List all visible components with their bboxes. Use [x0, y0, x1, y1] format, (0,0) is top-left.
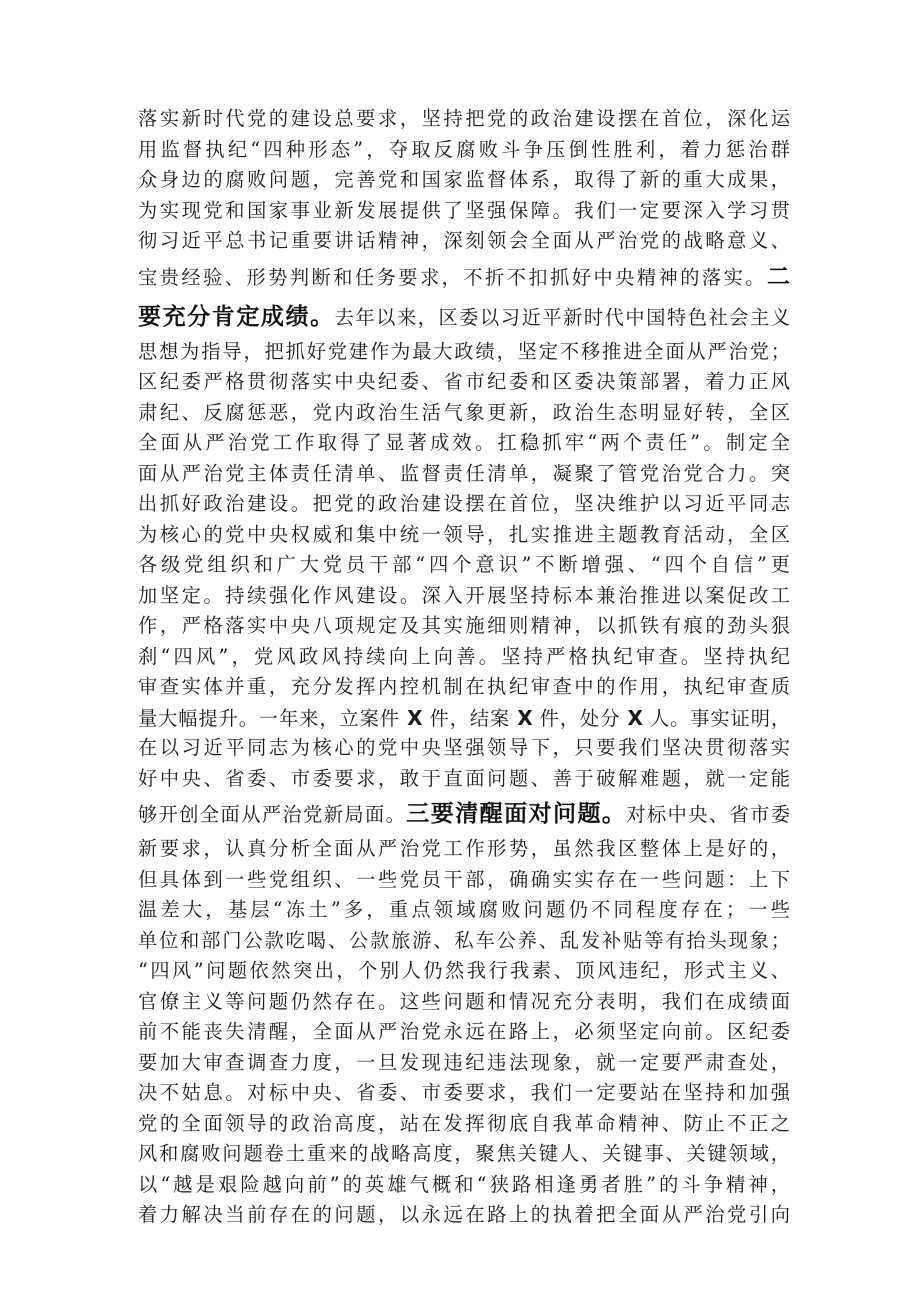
text-line-9: 区纪委严格贯彻落实中央纪委、省市纪委和区委决策部署，着力正风: [138, 370, 790, 393]
text-line-15: 各级党组织和广大党员干部“四个意识”不断增强、“四个自信”更: [138, 553, 790, 576]
text-line-1: 落实新时代党的建设总要求，坚持把党的政治建设摆在首位，深化运: [138, 107, 790, 130]
text-line-8: 思想为指导，把抓好党建作为最大政绩，坚定不移推进全面从严治党；: [138, 339, 790, 363]
text-line-14: 为核心的党中央权威和集中统一领导，扎实推进主题教育活动，全区: [138, 522, 790, 546]
heading-3-title: 三要清醒面对问题。: [406, 801, 627, 827]
text-segment: 够开创全面从严治党新局面。: [138, 803, 407, 826]
text-line-36: 着力解决当前存在的问题，以永远在路上的执着把全面从严治党引向: [138, 1203, 790, 1226]
text-line-29: 官僚主义等问题仍然存在。这些问题和情况充分表明，我们在成绩面: [138, 989, 790, 1013]
text-line-4: 为实现党和国家事业新发展提供了坚强保障。我们一定要深入学习贯: [138, 198, 790, 222]
text-line-26: 温差大，基层“冻土”多，重点领域腐败问题仍不同程度存在；一些: [138, 898, 790, 921]
text-line-34: 风和腐败问题卷土重来的战略高度，聚焦关键人、关键事、关键领域，: [138, 1142, 790, 1165]
placeholder-mark: X: [627, 705, 643, 730]
text-line-27: 单位和部门公款吃喝、公款旅游、私车公养、乱发补贴等有抬头现象；: [138, 928, 790, 952]
text-line-19: 审查实体并重，充分发挥内控机制在执纪审查中的作用，执纪审查质: [138, 675, 790, 698]
text-segment: 对标中央、省市委: [626, 803, 791, 826]
heading-2-prefix: 二: [767, 263, 790, 290]
text-line-22: 好中央、省委、市委要求，敢于直面问题、善于破解难题，就一定能: [138, 766, 790, 790]
text-line-17: 作，严格落实中央八项规定及其实施细则精神，以抓铁有痕的劲头狠: [138, 614, 790, 637]
text-segment: 件，处分: [539, 706, 621, 730]
text-line-3: 众身边的腐败问题，完善党和国家监督体系，取得了新的重大成果，: [138, 168, 790, 191]
text-line-10: 肃纪、反腐惩恶，党内政治生活气象更新，政治生态明显好转，全区: [138, 400, 790, 424]
text-line-28: “四风”问题依然突出，个别人仍然我行我素、顶风违纪，形式主义、: [138, 959, 790, 982]
text-line-35: 以“越是艰险越向前”的英雄气概和“狭路相逢勇者胜”的斗争精神，: [138, 1172, 790, 1196]
text-line-24: 新要求，认真分析全面从严治党工作形势，虽然我区整体上是好的，: [138, 837, 790, 860]
text-line-7: [138, 297, 790, 337]
text-line-2: 用监督执纪“四种形态”，夺取反腐败斗争压倒性胜利，着力惩治群: [138, 137, 790, 161]
text-line-33: 党的全面领导的政治高度，站在发挥彻底自我革命精神、防止不正之: [138, 1111, 790, 1135]
text-line-13: 出抓好政治建设。把党的政治建设摆在首位，坚决维护以习近平同志: [138, 492, 790, 515]
text-segment: 量大幅提升。一年来，立案件: [138, 706, 400, 730]
text-line-11: 全面从严治党工作取得了显著成效。扛稳抓牢“两个责任”。制定全: [138, 431, 790, 454]
text-line-31: 要加大审查调查力度，一旦发现违纪违法现象，就一定要严肃查处，: [138, 1050, 790, 1074]
text-line-18: 刹“四风”，党风政风持续向上向善。坚持严格执纪审查。坚持执纪: [138, 644, 790, 668]
text-line-32: 决不姑息。对标中央、省委、市委要求，我们一定要站在坚持和加强: [138, 1081, 790, 1104]
text-line-23: [138, 794, 790, 834]
heading-2-title: 要充分肯定成绩。: [138, 303, 335, 330]
text-segment: 宝贵经验、形势判断和任务要求，不折不扣抓好中央精神的落实。: [138, 265, 767, 289]
document-body: [138, 104, 790, 1231]
text-line-30: 前不能丧失清醒，全面从严治党永远在路上，必须坚定向前。区纪委: [138, 1020, 790, 1043]
text-line-21: 在以习近平同志为核心的党中央坚强领导下，只要我们坚决贯彻落实: [138, 736, 790, 759]
placeholder-mark: X: [407, 705, 423, 730]
text-segment: 人。事实证明，: [649, 706, 791, 730]
text-line-25: 但具体到一些党组织、一些党员干部，确确实实存在一些问题：上下: [138, 867, 790, 891]
text-line-12: 面从严治党主体责任清单、监督责任清单，凝聚了管党治党合力。突: [138, 461, 790, 485]
text-line-20: [138, 703, 790, 734]
text-line-5: 彻习近平总书记重要讲话精神，深刻领会全面从严治党的战略意义、: [138, 229, 790, 252]
text-segment: 去年以来，区委以习近平新时代中国特色社会主义: [334, 305, 791, 329]
text-segment: 件，结案: [429, 706, 511, 730]
text-line-16: 加坚定。持续强化作风建设。深入开展坚持标本兼治推进以案促改工: [138, 583, 790, 607]
text-line-6: [138, 257, 790, 297]
placeholder-mark: X: [517, 705, 533, 730]
